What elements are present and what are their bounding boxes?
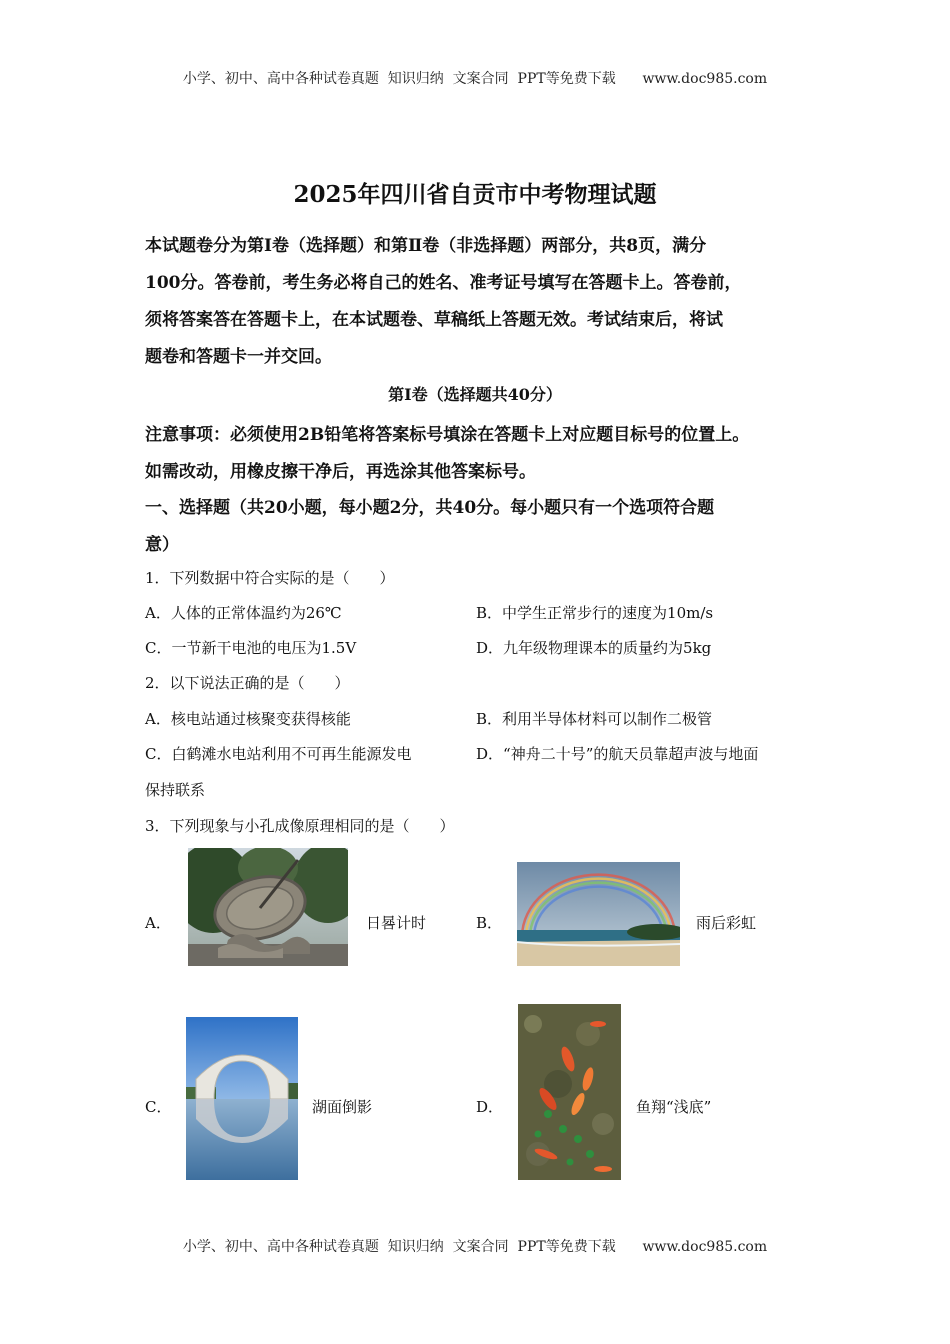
page-header: 小学、初中、高中各种试卷真题 知识归纳 文案合同 PPT等免费下载 www.doc985.com <box>182 71 768 87</box>
question-2-option-c: C．白鹤滩水电站利用不可再生能源发电 <box>145 745 412 763</box>
question-1-option-d: D．九年级物理课本的质量约为5kg <box>476 639 712 657</box>
question-3-option-c-letter: C． <box>145 1098 172 1116</box>
question-3-option-b-letter: B． <box>476 914 503 932</box>
question-3-option-c-label: 湖面倒影 <box>312 1098 373 1116</box>
question-2-option-d-continued: 保持联系 <box>145 781 206 799</box>
question-2-option-b: B．利用半导体材料可以制作二极管 <box>476 710 713 728</box>
intro-line: 本试题卷分为第Ⅰ卷（选择题）和第Ⅱ卷（非选择题）两部分，共8页，满分 <box>145 236 707 256</box>
page-title: 2025年四川省自贡市中考物理试题 <box>293 181 657 208</box>
question-1-option-b: B．中学生正常步行的速度为10m/s <box>476 604 714 622</box>
koi-fish-photo <box>518 1004 621 1180</box>
question-2-option-a: A．核电站通过核聚变获得核能 <box>145 710 351 728</box>
question-3-option-a-letter: A． <box>145 914 171 932</box>
question-2-option-d: D．“神舟二十号”的航天员靠超声波与地面 <box>476 745 759 763</box>
question-3-option-a-label: 日晷计时 <box>366 914 427 932</box>
question-2-stem: 2．以下说法正确的是（ ） <box>145 674 350 692</box>
bridge-reflection-photo <box>186 1017 298 1180</box>
question-1-option-c: C．一节新干电池的电压为1.5V <box>145 639 357 657</box>
sundial-photo <box>188 848 348 966</box>
intro-line: 100分。答卷前，考生务必将自己的姓名、准考证号填写在答题卡上。答卷前， <box>145 273 742 293</box>
intro-line: 题卷和答题卡一并交回。 <box>145 347 332 367</box>
notice-line: 如需改动，用橡皮擦干净后，再选涂其他答案标号。 <box>145 462 536 482</box>
question-3-stem: 3．下列现象与小孔成像原理相同的是（ ） <box>145 817 455 835</box>
page-footer: 小学、初中、高中各种试卷真题 知识归纳 文案合同 PPT等免费下载 www.doc985.com <box>182 1239 768 1255</box>
intro-line: 须将答案答在答题卡上，在本试题卷、草稿纸上答题无效。考试结束后，将试 <box>145 310 723 330</box>
section-title: 第Ⅰ卷（选择题共40分） <box>388 385 562 404</box>
question-1-stem: 1．下列数据中符合实际的是（ ） <box>145 569 395 587</box>
part-heading: 一、选择题（共20小题，每小题2分，共40分。每小题只有一个选项符合题 <box>145 498 715 518</box>
rainbow-photo <box>517 862 680 966</box>
question-3-option-d-label: 鱼翔“浅底” <box>636 1098 712 1116</box>
notice-line: 注意事项：必须使用2B铅笔将答案标号填涂在答题卡上对应题目标号的位置上。 <box>145 425 750 445</box>
exam-intro <box>145 228 815 376</box>
part-heading: 意） <box>145 535 179 555</box>
question-3-option-d-letter: D． <box>476 1098 504 1116</box>
question-1-option-a: A．人体的正常体温约为26℃ <box>145 604 342 622</box>
question-3-option-b-label: 雨后彩虹 <box>696 914 757 932</box>
